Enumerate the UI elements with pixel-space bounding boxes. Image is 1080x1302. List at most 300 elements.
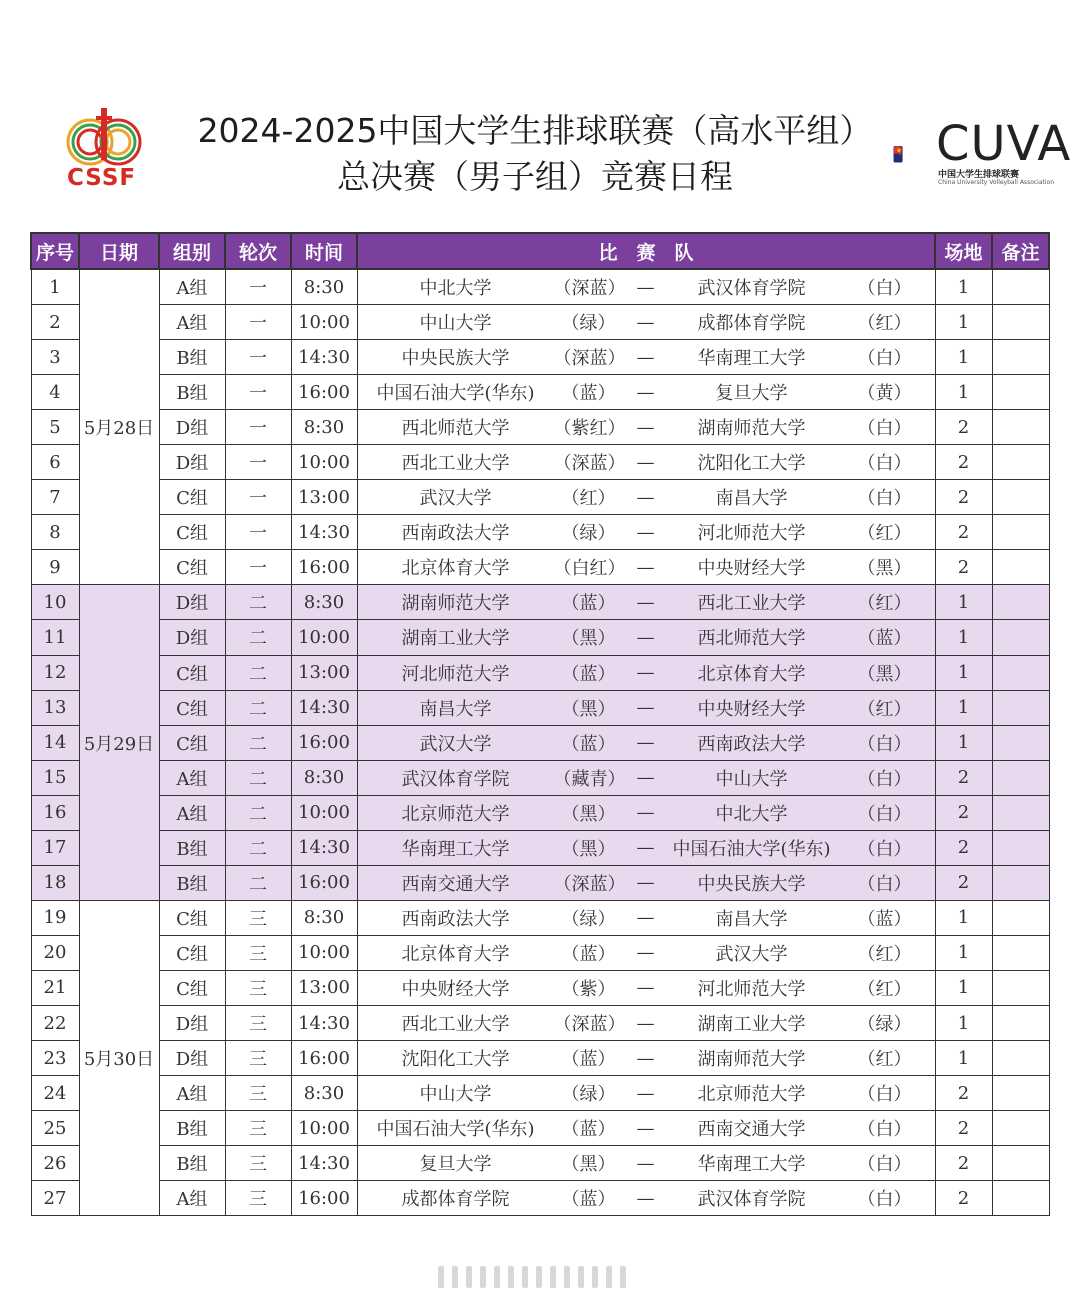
row-round: 三 — [225, 1181, 291, 1216]
row-remark — [992, 1146, 1049, 1181]
team-a-color: （黑） — [561, 698, 616, 720]
row-venue: 1 — [935, 655, 992, 690]
row-index: 24 — [31, 1076, 79, 1111]
row-time: 8:30 — [291, 1076, 357, 1111]
row-remark — [992, 585, 1049, 620]
team-a: 西南政法大学 — [401, 523, 510, 545]
row-match — [357, 410, 935, 445]
row-remark — [992, 340, 1049, 375]
team-b: 南昌大学 — [715, 908, 788, 930]
row-venue: 1 — [935, 900, 992, 935]
match-line — [358, 691, 935, 725]
team-a: 河北师范大学 — [401, 663, 510, 685]
team-b: 西南政法大学 — [697, 733, 806, 755]
team-b-color: （白） — [857, 348, 912, 370]
row-venue: 1 — [935, 585, 992, 620]
team-a-color: （深蓝） — [553, 1014, 626, 1035]
team-b: 湖南师范大学 — [697, 1049, 806, 1071]
team-b-color: （红） — [857, 978, 912, 1000]
row-group: C组 — [159, 655, 225, 690]
versus-dash: — — [636, 486, 655, 508]
team-a-color: （黑） — [561, 838, 616, 860]
title-line-1: 2024-2025中国大学生排球联赛（高水平组） — [197, 111, 873, 150]
row-group: B组 — [159, 1146, 225, 1181]
row-match — [357, 865, 935, 900]
versus-dash: — — [636, 346, 655, 368]
row-venue: 2 — [935, 830, 992, 865]
team-b-color: （白） — [857, 1189, 912, 1211]
row-venue: 2 — [935, 865, 992, 900]
team-a-color: （藏青） — [553, 768, 626, 790]
cuva-logo-subtitle: 中国大学生排球联赛 — [938, 170, 1020, 180]
match-line — [358, 550, 935, 584]
table-row — [31, 1076, 1049, 1111]
row-match — [357, 725, 935, 760]
row-match — [357, 375, 935, 410]
team-a: 武汉体育学院 — [401, 768, 510, 790]
team-b: 华南理工大学 — [697, 348, 806, 370]
team-a-color: （深蓝） — [553, 873, 626, 895]
table-row — [31, 515, 1049, 550]
row-time: 10:00 — [291, 620, 357, 655]
row-group: A组 — [159, 795, 225, 830]
row-time: 13:00 — [291, 970, 357, 1005]
team-a-color: （蓝） — [561, 593, 616, 615]
team-b-color: （红） — [857, 523, 912, 545]
row-time: 16:00 — [291, 725, 357, 760]
team-b-color: （绿） — [857, 1014, 912, 1035]
row-group: C组 — [159, 935, 225, 970]
row-match — [357, 760, 935, 795]
table-row — [31, 585, 1049, 620]
row-round: 一 — [225, 340, 291, 375]
versus-dash: — — [636, 1152, 655, 1174]
versus-dash: — — [636, 732, 655, 754]
title-line-2: 总决赛（男子组）竞赛日程 — [337, 157, 733, 196]
team-a: 南昌大学 — [419, 698, 492, 720]
team-b-color: （白） — [857, 488, 912, 510]
row-group: A组 — [159, 760, 225, 795]
team-a-color: （蓝） — [561, 733, 616, 755]
team-a: 西南交通大学 — [401, 873, 510, 895]
table-row — [31, 1005, 1049, 1040]
row-group: D组 — [159, 620, 225, 655]
row-venue: 2 — [935, 1076, 992, 1111]
row-match — [357, 1041, 935, 1076]
team-b: 武汉大学 — [715, 943, 788, 965]
row-venue: 1 — [935, 1005, 992, 1040]
team-a-color: （蓝） — [561, 383, 616, 405]
team-b: 中央民族大学 — [697, 873, 806, 895]
header-index: 序号 — [31, 233, 79, 269]
cssf-logo-text: CSSF — [67, 165, 137, 191]
row-index: 19 — [31, 900, 79, 935]
row-index: 21 — [31, 970, 79, 1005]
match-line — [358, 1076, 935, 1110]
team-a-color: （蓝） — [561, 663, 616, 685]
date-cell: 5月30日 — [79, 900, 159, 1215]
row-index: 10 — [31, 585, 79, 620]
row-match — [357, 269, 935, 305]
row-round: 三 — [225, 1041, 291, 1076]
row-remark — [992, 900, 1049, 935]
row-venue: 2 — [935, 445, 992, 480]
row-venue: 1 — [935, 305, 992, 340]
team-a: 西北工业大学 — [401, 453, 510, 475]
row-remark — [992, 1111, 1049, 1146]
row-remark — [992, 1076, 1049, 1111]
match-line — [358, 761, 935, 795]
row-group: B组 — [159, 1111, 225, 1146]
team-a: 成都体育学院 — [401, 1189, 510, 1211]
row-index: 27 — [31, 1181, 79, 1216]
row-index: 23 — [31, 1041, 79, 1076]
row-group: C组 — [159, 550, 225, 585]
versus-dash: — — [636, 907, 655, 929]
table-row — [31, 795, 1049, 830]
row-venue: 2 — [935, 1146, 992, 1181]
team-b: 成都体育学院 — [697, 313, 806, 335]
table-row — [31, 445, 1049, 480]
match-line — [358, 796, 935, 830]
team-a-color: （蓝） — [561, 1189, 616, 1211]
team-b-color: （白） — [857, 453, 912, 475]
versus-dash: — — [636, 767, 655, 789]
team-b: 中央财经大学 — [697, 558, 806, 580]
team-b: 中北大学 — [715, 803, 788, 825]
row-match — [357, 585, 935, 620]
row-time: 14:30 — [291, 690, 357, 725]
row-round: 三 — [225, 970, 291, 1005]
team-b-color: （蓝） — [857, 908, 912, 930]
row-match — [357, 620, 935, 655]
row-venue: 2 — [935, 480, 992, 515]
row-remark — [992, 795, 1049, 830]
table-header-row — [31, 233, 1049, 269]
team-a: 湖南师范大学 — [401, 593, 510, 615]
versus-dash: — — [636, 451, 655, 473]
page-header — [0, 0, 1080, 230]
match-line — [358, 375, 935, 409]
team-a: 湖南工业大学 — [401, 628, 510, 650]
header-time: 时间 — [291, 233, 357, 269]
versus-dash: — — [636, 311, 655, 333]
row-remark — [992, 725, 1049, 760]
row-time: 8:30 — [291, 410, 357, 445]
team-b: 复旦大学 — [715, 383, 788, 405]
row-group: B组 — [159, 830, 225, 865]
row-index: 13 — [31, 690, 79, 725]
match-line — [358, 305, 935, 339]
header-date: 日期 — [79, 233, 159, 269]
row-round: 一 — [225, 410, 291, 445]
row-group: D组 — [159, 445, 225, 480]
row-index: 15 — [31, 760, 79, 795]
table-row — [31, 935, 1049, 970]
row-index: 11 — [31, 620, 79, 655]
team-a: 中央民族大学 — [401, 348, 510, 370]
row-group: D组 — [159, 585, 225, 620]
team-a-color: （深蓝） — [553, 278, 626, 300]
team-a-color: （黑） — [561, 628, 616, 650]
team-a-color: （红） — [561, 488, 616, 510]
team-b-color: （红） — [857, 943, 912, 965]
match-line — [358, 340, 935, 374]
team-a: 武汉大学 — [419, 488, 492, 510]
row-time: 13:00 — [291, 655, 357, 690]
team-b: 中山大学 — [715, 768, 788, 790]
row-index: 1 — [31, 269, 79, 305]
row-round: 二 — [225, 690, 291, 725]
row-group: D组 — [159, 1041, 225, 1076]
row-match — [357, 795, 935, 830]
table-row — [31, 410, 1049, 445]
team-b-color: （白） — [857, 1154, 912, 1176]
team-b: 中国石油大学(华东) — [672, 838, 831, 860]
versus-dash: — — [636, 556, 655, 578]
row-remark — [992, 445, 1049, 480]
team-b: 武汉体育学院 — [697, 1189, 806, 1211]
row-index: 7 — [31, 480, 79, 515]
page-title — [160, 108, 910, 200]
team-b: 北京体育大学 — [697, 663, 806, 685]
row-index: 22 — [31, 1005, 79, 1040]
row-time: 8:30 — [291, 269, 357, 305]
team-a: 华南理工大学 — [401, 838, 510, 860]
row-group: D组 — [159, 410, 225, 445]
team-b: 武汉体育学院 — [697, 278, 806, 300]
team-b: 湖南工业大学 — [697, 1014, 806, 1035]
table-row — [31, 269, 1049, 305]
team-a-color: （绿） — [561, 313, 616, 335]
team-a-color: （白红） — [553, 558, 626, 580]
row-remark — [992, 480, 1049, 515]
team-a: 中国石油大学(华东) — [376, 1119, 535, 1141]
row-time: 10:00 — [291, 305, 357, 340]
row-round: 二 — [225, 620, 291, 655]
team-a: 沈阳化工大学 — [401, 1049, 510, 1071]
row-venue: 2 — [935, 760, 992, 795]
row-group: D组 — [159, 1005, 225, 1040]
team-b: 西北工业大学 — [697, 593, 806, 615]
row-time: 16:00 — [291, 375, 357, 410]
row-group: B组 — [159, 340, 225, 375]
row-match — [357, 1181, 935, 1216]
row-time: 16:00 — [291, 1181, 357, 1216]
row-round: 三 — [225, 935, 291, 970]
team-b: 华南理工大学 — [697, 1154, 806, 1176]
row-time: 16:00 — [291, 550, 357, 585]
team-b: 河北师范大学 — [697, 978, 806, 1000]
row-index: 16 — [31, 795, 79, 830]
row-round: 三 — [225, 900, 291, 935]
row-venue: 1 — [935, 970, 992, 1005]
team-a: 中央财经大学 — [401, 978, 510, 1000]
row-remark — [992, 620, 1049, 655]
row-index: 9 — [31, 550, 79, 585]
team-a: 中北大学 — [419, 278, 492, 300]
team-b: 湖南师范大学 — [697, 418, 806, 440]
versus-dash: — — [636, 872, 655, 894]
team-a-color: （深蓝） — [553, 348, 626, 370]
versus-dash: — — [636, 416, 655, 438]
team-a: 西北师范大学 — [401, 418, 510, 440]
row-time: 10:00 — [291, 445, 357, 480]
team-a-color: （紫红） — [553, 418, 626, 440]
row-time: 10:00 — [291, 935, 357, 970]
match-line — [358, 901, 935, 935]
match-line — [358, 971, 935, 1005]
team-b-color: （红） — [857, 1049, 912, 1071]
row-venue: 1 — [935, 340, 992, 375]
versus-dash: — — [636, 802, 655, 824]
row-match — [357, 830, 935, 865]
team-b-color: （黄） — [857, 383, 912, 405]
row-round: 二 — [225, 830, 291, 865]
row-time: 16:00 — [291, 865, 357, 900]
watermark-bars-icon — [438, 1262, 634, 1292]
row-match — [357, 305, 935, 340]
row-index: 4 — [31, 375, 79, 410]
row-match — [357, 1111, 935, 1146]
team-a-color: （深蓝） — [553, 453, 626, 475]
row-remark — [992, 410, 1049, 445]
team-a-color: （紫） — [561, 978, 616, 1000]
row-index: 8 — [31, 515, 79, 550]
row-group: C组 — [159, 900, 225, 935]
row-index: 14 — [31, 725, 79, 760]
versus-dash: — — [636, 1187, 655, 1209]
row-remark — [992, 305, 1049, 340]
row-round: 一 — [225, 480, 291, 515]
row-round: 二 — [225, 760, 291, 795]
match-line — [358, 831, 935, 865]
table-row — [31, 375, 1049, 410]
row-round: 三 — [225, 1076, 291, 1111]
row-time: 8:30 — [291, 900, 357, 935]
header-venue: 场地 — [935, 233, 992, 269]
match-line — [358, 270, 935, 304]
row-venue: 2 — [935, 795, 992, 830]
row-venue: 1 — [935, 269, 992, 305]
team-b: 河北师范大学 — [697, 523, 806, 545]
row-time: 16:00 — [291, 1041, 357, 1076]
versus-dash: — — [636, 1047, 655, 1069]
team-b-color: （黑） — [857, 663, 912, 685]
row-round: 一 — [225, 269, 291, 305]
row-round: 三 — [225, 1111, 291, 1146]
row-index: 26 — [31, 1146, 79, 1181]
row-time: 14:30 — [291, 830, 357, 865]
match-line — [358, 515, 935, 549]
header-group: 组别 — [159, 233, 225, 269]
team-a: 北京体育大学 — [401, 943, 510, 965]
table-row — [31, 1146, 1049, 1181]
header-remark: 备注 — [992, 233, 1049, 269]
row-round: 三 — [225, 1146, 291, 1181]
match-line — [358, 1181, 935, 1215]
row-group: C组 — [159, 480, 225, 515]
row-remark — [992, 935, 1049, 970]
header-round: 轮次 — [225, 233, 291, 269]
versus-dash: — — [636, 977, 655, 999]
match-line — [358, 445, 935, 479]
team-b-color: （红） — [857, 313, 912, 335]
team-b-color: （黑） — [857, 558, 912, 580]
row-remark — [992, 269, 1049, 305]
row-index: 2 — [31, 305, 79, 340]
row-group: C组 — [159, 970, 225, 1005]
table-row — [31, 655, 1049, 690]
team-a-color: （绿） — [561, 908, 616, 930]
row-group: C组 — [159, 725, 225, 760]
row-venue: 2 — [935, 515, 992, 550]
row-round: 三 — [225, 1005, 291, 1040]
team-a: 武汉大学 — [419, 733, 492, 755]
team-b-color: （蓝） — [857, 628, 912, 650]
table-row — [31, 690, 1049, 725]
team-b-color: （白） — [857, 803, 912, 825]
row-group: A组 — [159, 305, 225, 340]
row-venue: 1 — [935, 725, 992, 760]
row-match — [357, 1076, 935, 1111]
team-a-color: （黑） — [561, 803, 616, 825]
match-line — [358, 1041, 935, 1075]
match-line — [358, 1146, 935, 1180]
row-match — [357, 900, 935, 935]
row-time: 8:30 — [291, 585, 357, 620]
table-row — [31, 620, 1049, 655]
row-round: 二 — [225, 655, 291, 690]
versus-dash: — — [636, 697, 655, 719]
table-row — [31, 550, 1049, 585]
row-venue: 1 — [935, 620, 992, 655]
match-line — [358, 866, 935, 900]
row-time: 8:30 — [291, 760, 357, 795]
row-remark — [992, 550, 1049, 585]
row-venue: 2 — [935, 550, 992, 585]
row-remark — [992, 830, 1049, 865]
row-group: A组 — [159, 269, 225, 305]
row-venue: 2 — [935, 410, 992, 445]
row-group: B组 — [159, 375, 225, 410]
header-teams: 比 赛 队 — [357, 233, 935, 269]
row-venue: 1 — [935, 375, 992, 410]
versus-dash: — — [636, 276, 655, 298]
row-index: 6 — [31, 445, 79, 480]
table-row — [31, 1181, 1049, 1216]
date-cell: 5月28日 — [79, 269, 159, 585]
cuva-logo-text: CUVA — [936, 116, 1072, 172]
row-remark — [992, 690, 1049, 725]
row-remark — [992, 375, 1049, 410]
row-remark — [992, 760, 1049, 795]
row-round: 二 — [225, 585, 291, 620]
row-index: 25 — [31, 1111, 79, 1146]
team-a-color: （绿） — [561, 1084, 616, 1106]
row-index: 17 — [31, 830, 79, 865]
team-b-color: （白） — [857, 838, 912, 860]
match-line — [358, 936, 935, 970]
team-a-color: （绿） — [561, 523, 616, 545]
team-a-color: （蓝） — [561, 943, 616, 965]
row-remark — [992, 1041, 1049, 1076]
row-match — [357, 480, 935, 515]
row-match — [357, 935, 935, 970]
versus-dash: — — [636, 591, 655, 613]
team-b-color: （白） — [857, 768, 912, 790]
table-row — [31, 725, 1049, 760]
